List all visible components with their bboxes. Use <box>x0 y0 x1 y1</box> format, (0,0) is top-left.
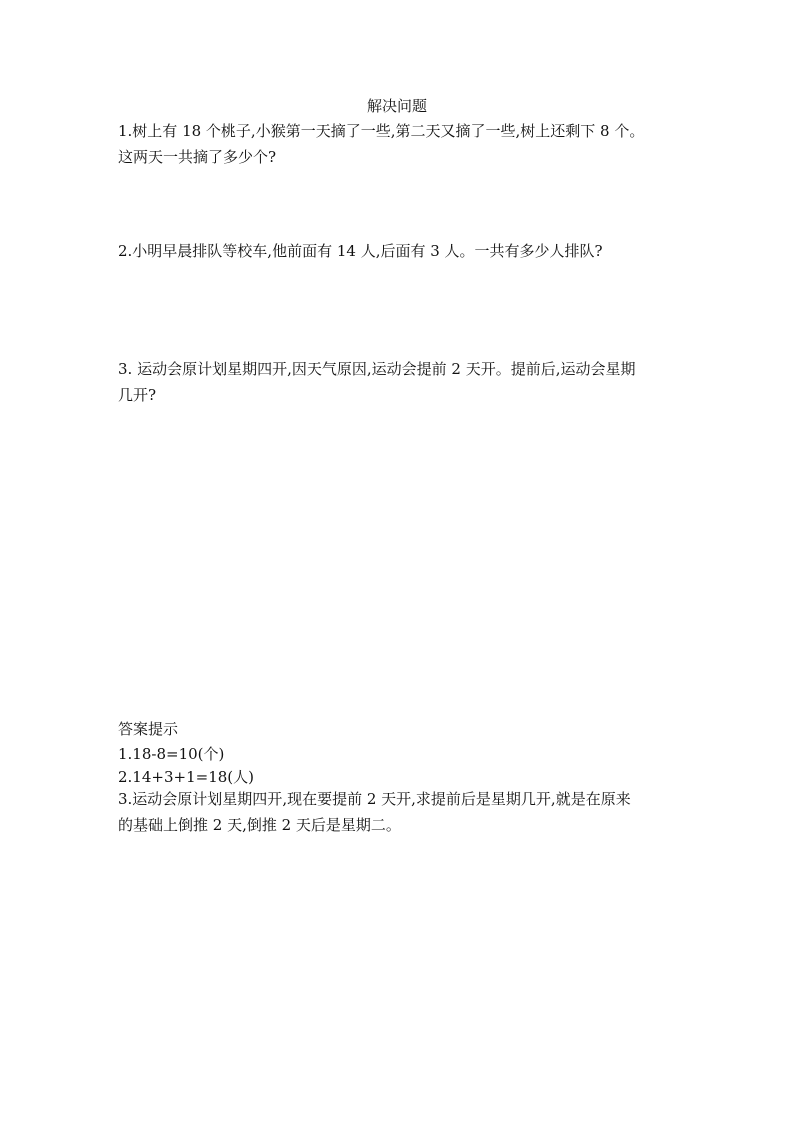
question-2 <box>118 238 693 264</box>
question-2-line-1: 2.小明早晨排队等校车,他前面有 14 人,后面有 3 人。一共有多少人排队? <box>118 242 603 260</box>
answer-3-line-1: 3.运动会原计划星期四开,现在要提前 2 天开,求提前后是星期几开,就是在原来 <box>118 790 631 808</box>
question-1 <box>118 118 693 170</box>
answer-3 <box>118 786 693 838</box>
answer-3-line-2: 的基础上倒推 2 天,倒推 2 天后是星期二。 <box>118 816 401 834</box>
question-1-line-2: 这两天一共摘了多少个? <box>118 148 277 166</box>
question-1-line-1: 1.树上有 18 个桃子,小猴第一天摘了一些,第二天又摘了一些,树上还剩下 8 个。 <box>118 122 645 140</box>
question-3-line-1: 3. 运动会原计划星期四开,因天气原因,运动会提前 2 天开。提前后,运动会星期 <box>118 360 636 378</box>
answer-1-line-1: 1.18-8=10(个) <box>118 745 225 763</box>
answer-2-line-1: 2.14+3+1=18(人) <box>118 768 254 786</box>
answers-heading: 答案提示 <box>118 720 179 738</box>
question-3-line-2: 几开? <box>118 386 157 404</box>
question-3 <box>118 356 693 408</box>
page-title: 解决问题 <box>366 97 427 115</box>
